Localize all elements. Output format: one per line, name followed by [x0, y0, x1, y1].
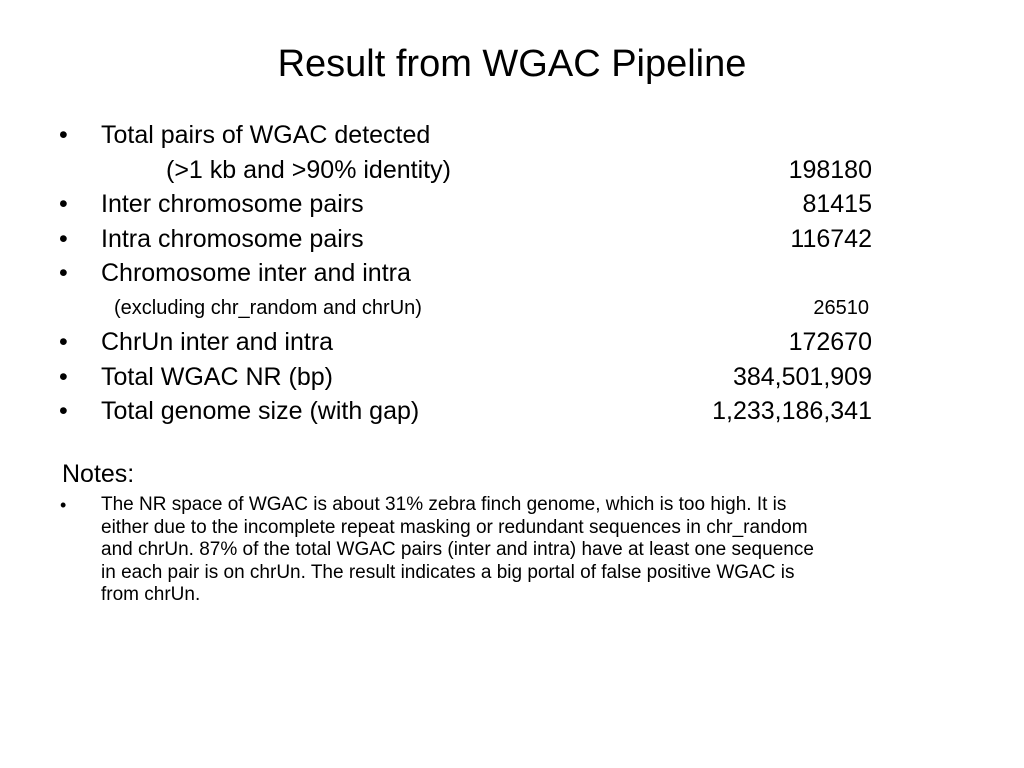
list-item-subline	[0, 153, 1024, 188]
item-label: Total genome size (with gap)	[101, 397, 420, 425]
list-item	[0, 394, 1024, 429]
item-value: 116742	[790, 224, 872, 253]
list-item	[0, 360, 1024, 395]
item-value: 172670	[788, 328, 872, 356]
list-item	[0, 187, 1024, 222]
item-label: Chromosome inter and intra	[101, 259, 411, 287]
bullet-marker: •	[59, 397, 68, 425]
item-value: 198180	[788, 155, 872, 184]
item-label: Intra chromosome pairs	[101, 224, 364, 253]
bullet-marker: •	[59, 259, 68, 287]
bullet-marker: •	[59, 224, 68, 253]
item-label: Total pairs of WGAC detected	[101, 121, 431, 149]
item-value: 81415	[802, 190, 872, 218]
notes-heading: Notes:	[62, 460, 135, 488]
note-line: and chrUn. 87% of the total WGAC pairs (inter and intra) have at least one sequence	[101, 539, 814, 560]
slide-title: Result from WGAC Pipeline	[277, 43, 747, 85]
list-item	[0, 222, 1024, 257]
list-item-subline	[0, 291, 1024, 326]
note-text	[101, 494, 961, 607]
bullet-marker: •	[59, 328, 68, 356]
item-label: (excluding chr_random and chrUn)	[114, 296, 422, 319]
bullet-marker: •	[60, 495, 67, 515]
note-line: from chrUn.	[101, 584, 201, 605]
item-label: (>1 kb and >90% identity)	[166, 155, 451, 184]
results-list	[0, 118, 1024, 429]
list-item	[0, 256, 1024, 291]
item-value: 384,501,909	[732, 362, 872, 391]
list-item	[0, 325, 1024, 360]
bullet-marker: •	[59, 121, 68, 149]
item-value: 26510	[813, 296, 869, 319]
item-label: Total WGAC NR (bp)	[101, 362, 333, 391]
note-line: in each pair is on chrUn. The result indicates a big portal of false positive WGAC is	[101, 561, 795, 583]
item-label: Inter chromosome pairs	[101, 190, 364, 218]
bullet-marker: •	[59, 190, 68, 218]
bullet-marker: •	[59, 362, 68, 391]
item-label: ChrUn inter and intra	[101, 328, 334, 356]
list-item	[0, 118, 1024, 153]
item-value: 1,233,186,341	[712, 397, 872, 425]
note-line: either due to the incomplete repeat masking or redundant sequences in chr_random	[101, 516, 808, 538]
note-line: The NR space of WGAC is about 31% zebra finch genome, which is too high. It is	[101, 494, 787, 515]
